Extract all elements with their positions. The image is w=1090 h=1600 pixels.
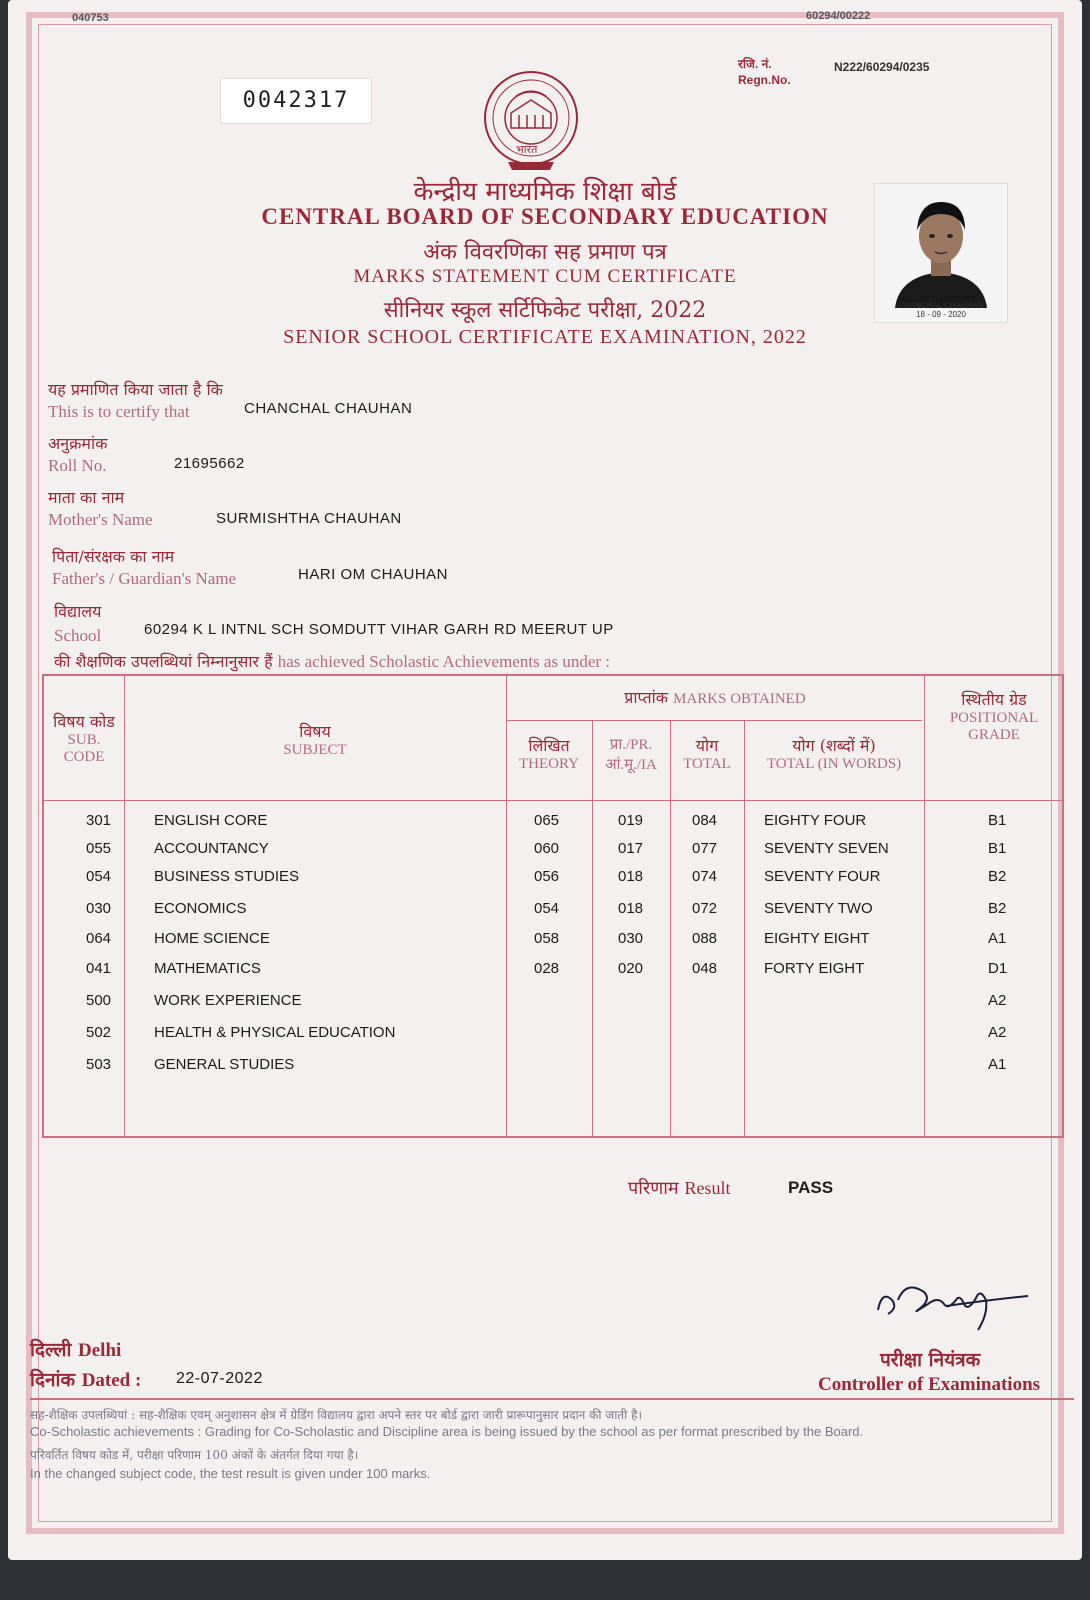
row-grade: B2 bbox=[988, 868, 1007, 885]
top-right-code: 60294/00222 bbox=[806, 10, 871, 22]
row-grade: A2 bbox=[988, 992, 1007, 1009]
header-words-en: TOTAL (IN WORDS) bbox=[766, 756, 902, 772]
note1-en: Co-Scholastic achievements : Grading for Co-Scholastic and Discipline area is being issued by the school as per format prescribed by the Board. bbox=[30, 1424, 864, 1439]
regn-number: N222/60294/0235 bbox=[834, 60, 930, 74]
row-total-words: SEVENTY FOUR bbox=[764, 868, 881, 885]
row-subject: GENERAL STUDIES bbox=[154, 1056, 295, 1073]
table-row bbox=[44, 900, 1066, 930]
header-theory-en: THEORY bbox=[519, 756, 579, 772]
header-grade-hi: स्थितीय ग्रेड bbox=[961, 690, 1027, 709]
candidate-photo bbox=[874, 183, 1008, 323]
row-subject: WORK EXPERIENCE bbox=[154, 992, 302, 1009]
row-subject: MATHEMATICS bbox=[154, 960, 261, 977]
row-subject: ENGLISH CORE bbox=[154, 812, 268, 829]
dated-en: Dated : bbox=[81, 1370, 142, 1391]
row-theory: 058 bbox=[534, 930, 560, 947]
note2-en: In the changed subject code, the test result is given under 100 marks. bbox=[30, 1466, 431, 1481]
table-row bbox=[44, 992, 1066, 1022]
header-marks-en: MARKS OBTAINED bbox=[673, 691, 806, 707]
row-code: 054 bbox=[86, 868, 112, 885]
table-row bbox=[44, 1024, 1066, 1054]
row-subject: ECONOMICS bbox=[154, 900, 247, 917]
row-theory: 028 bbox=[534, 960, 560, 977]
controller-title-en: Controller of Examinations bbox=[818, 1374, 1041, 1395]
row-practical: 030 bbox=[618, 930, 644, 947]
row-total: 048 bbox=[692, 960, 718, 977]
roll-label-en: Roll No. bbox=[48, 456, 107, 475]
cbse-logo bbox=[466, 68, 596, 178]
row-code: 041 bbox=[86, 960, 112, 977]
school-label-hi: विद्यालय bbox=[54, 602, 102, 621]
row-theory: 054 bbox=[534, 900, 560, 917]
row-subject: HOME SCIENCE bbox=[154, 930, 270, 947]
row-practical: 018 bbox=[618, 868, 644, 885]
regn-label bbox=[738, 56, 791, 88]
mother-name: SURMISHTHA CHAUHAN bbox=[216, 510, 402, 527]
header-total-words bbox=[744, 734, 924, 773]
row-code: 503 bbox=[86, 1056, 112, 1073]
issue-date: 22-07-2022 bbox=[176, 1370, 263, 1387]
row-grade: A2 bbox=[988, 1024, 1007, 1041]
row-code: 500 bbox=[86, 992, 112, 1009]
row-grade: B1 bbox=[988, 812, 1007, 829]
table-row bbox=[44, 868, 1066, 898]
row-theory: 060 bbox=[534, 840, 560, 857]
row-code: 064 bbox=[86, 930, 112, 947]
row-code: 055 bbox=[86, 840, 112, 857]
table-row bbox=[44, 960, 1066, 990]
table-row bbox=[44, 840, 1066, 870]
exam-title-en: SENIOR SCHOOL CERTIFICATE EXAMINATION, 2022 bbox=[283, 326, 807, 348]
place-en: Delhi bbox=[78, 1340, 122, 1361]
header-subject-en: SUBJECT bbox=[283, 742, 347, 758]
header-code-en2: CODE bbox=[63, 749, 105, 765]
header-grade-en2: GRADE bbox=[968, 727, 1020, 743]
note1-hi: सह-शैक्षिक उपलब्धियां : सह-शैक्षिक एवम् अनुशासन क्षेत्र में ग्रेडिंग विद्यालय द्वारा अपने स्तर पर बोर्ड द्वारा जारी प्रारूपानुसार प्रदान की जाती है। bbox=[30, 1408, 642, 1422]
header-code-hi: विषय कोड bbox=[53, 712, 115, 731]
row-practical: 020 bbox=[618, 960, 644, 977]
row-grade: B2 bbox=[988, 900, 1007, 917]
board-title-hi: केन्द्रीय माध्यमिक शिक्षा बोर्ड bbox=[413, 177, 677, 207]
dated-hi: दिनांक bbox=[30, 1369, 76, 1391]
roll-number: 21695662 bbox=[174, 455, 245, 472]
header-subject-hi: विषय bbox=[299, 722, 331, 741]
father-label-hi: पिता/संरक्षक का नाम bbox=[52, 547, 175, 566]
marks-table bbox=[42, 674, 1064, 1138]
certificate-page bbox=[8, 0, 1082, 1560]
row-practical: 019 bbox=[618, 812, 644, 829]
header-marks bbox=[506, 686, 924, 708]
result-label-en: Result bbox=[684, 1178, 731, 1198]
regn-label-hi: रजि. नं. bbox=[738, 57, 772, 71]
footer-divider bbox=[30, 1398, 1074, 1400]
row-subject: HEALTH & PHYSICAL EDUCATION bbox=[154, 1024, 396, 1041]
row-total-words: SEVENTY TWO bbox=[764, 900, 873, 917]
logo-caption: भारत bbox=[516, 143, 538, 156]
father-name: HARI OM CHAUHAN bbox=[298, 566, 449, 583]
row-subject: ACCOUNTANCY bbox=[154, 840, 269, 857]
controller-signature bbox=[868, 1270, 1038, 1340]
school-value: 60294 K L INTNL SCH SOMDUTT VIHAR GARH RD MEERUT UP bbox=[144, 621, 614, 638]
header-pr-hi: प्रा./PR. bbox=[609, 737, 653, 753]
result-label-hi: परिणाम bbox=[628, 1178, 679, 1199]
result-label bbox=[628, 1176, 730, 1200]
exam-title-hi: सीनियर स्कूल सर्टिफिकेट परीक्षा, 2022 bbox=[383, 298, 707, 323]
header-code bbox=[44, 710, 124, 766]
header-marks-hi: प्राप्तांक bbox=[624, 688, 669, 707]
certify-label-en: This is to certify that bbox=[48, 402, 190, 421]
header-theory-hi: लिखित bbox=[528, 736, 570, 755]
header-grade bbox=[924, 688, 1064, 744]
school-label-en: School bbox=[54, 626, 102, 645]
header-words-hi: योग (शब्दों में) bbox=[792, 736, 876, 755]
row-total: 074 bbox=[692, 868, 718, 885]
roll-label-hi: अनुक्रमांक bbox=[48, 434, 108, 453]
top-left-code: 040753 bbox=[72, 12, 109, 24]
row-code: 301 bbox=[86, 812, 112, 829]
row-total: 072 bbox=[692, 900, 718, 917]
row-grade: D1 bbox=[988, 960, 1008, 977]
table-row bbox=[44, 1056, 1066, 1086]
doc-title-hi: अंक विवरणिका सह प्रमाण पत्र bbox=[423, 240, 667, 265]
row-grade: A1 bbox=[988, 930, 1007, 947]
place bbox=[30, 1336, 121, 1362]
row-practical: 017 bbox=[618, 840, 644, 857]
note2-hi: परिवर्तित विषय कोड में, परीक्षा परिणाम 100 अंकों के अंतर्गत दिया गया है। bbox=[30, 1448, 359, 1462]
row-total-words: SEVENTY SEVEN bbox=[764, 840, 889, 857]
regn-label-en: Regn.No. bbox=[738, 73, 791, 87]
achievement-statement bbox=[54, 650, 610, 672]
board-title-en: CENTRAL BOARD OF SECONDARY EDUCATION bbox=[261, 204, 829, 229]
dated-label bbox=[30, 1366, 141, 1392]
certify-label-hi: यह प्रमाणित किया जाता है कि bbox=[48, 380, 223, 399]
header-code-en1: SUB. bbox=[67, 732, 101, 748]
header-total-en: TOTAL bbox=[683, 756, 731, 772]
row-grade: B1 bbox=[988, 840, 1007, 857]
table-row bbox=[44, 812, 1066, 842]
candidate-name: CHANCHAL CHAUHAN bbox=[244, 400, 413, 417]
table-row bbox=[44, 930, 1066, 960]
header-theory bbox=[506, 734, 592, 773]
achieved-hi: की शैक्षणिक उपलब्धियां निम्नानुसार हैं bbox=[54, 652, 273, 671]
row-subject: BUSINESS STUDIES bbox=[154, 868, 300, 885]
photo-caption-date: 18 - 09 - 2020 bbox=[916, 310, 966, 319]
header-grade-en1: POSITIONAL bbox=[949, 710, 1039, 726]
header-total-hi: योग bbox=[695, 736, 719, 755]
serial-number: 0042317 bbox=[220, 78, 372, 124]
header-pr-en: आं.मू./IA bbox=[605, 757, 657, 773]
header-total bbox=[670, 734, 744, 773]
controller-title-hi: परीक्षा नियंत्रक bbox=[880, 1349, 981, 1371]
father-label-en: Father's / Guardian's Name bbox=[52, 569, 237, 588]
header-subject bbox=[124, 720, 506, 759]
row-total: 088 bbox=[692, 930, 718, 947]
doc-title-en: MARKS STATEMENT CUM CERTIFICATE bbox=[353, 266, 737, 287]
photo-caption-name: CHANCHAL CHAUHAN bbox=[898, 301, 984, 310]
row-total-words: EIGHTY FOUR bbox=[764, 812, 867, 829]
row-grade: A1 bbox=[988, 1056, 1007, 1073]
header-practical bbox=[592, 734, 670, 774]
row-total: 084 bbox=[692, 812, 718, 829]
place-hi: दिल्ली bbox=[30, 1339, 72, 1361]
row-theory: 056 bbox=[534, 868, 560, 885]
achieved-en: has achieved Scholastic Achievements as under : bbox=[277, 652, 611, 671]
row-code: 030 bbox=[86, 900, 112, 917]
mother-label-en: Mother's Name bbox=[48, 510, 153, 529]
row-practical: 018 bbox=[618, 900, 644, 917]
row-total: 077 bbox=[692, 840, 718, 857]
row-code: 502 bbox=[86, 1024, 112, 1041]
row-total-words: EIGHTY EIGHT bbox=[764, 930, 870, 947]
row-theory: 065 bbox=[534, 812, 560, 829]
result-value: PASS bbox=[788, 1178, 834, 1197]
mother-label-hi: माता का नाम bbox=[48, 488, 125, 507]
row-total-words: FORTY EIGHT bbox=[764, 960, 865, 977]
